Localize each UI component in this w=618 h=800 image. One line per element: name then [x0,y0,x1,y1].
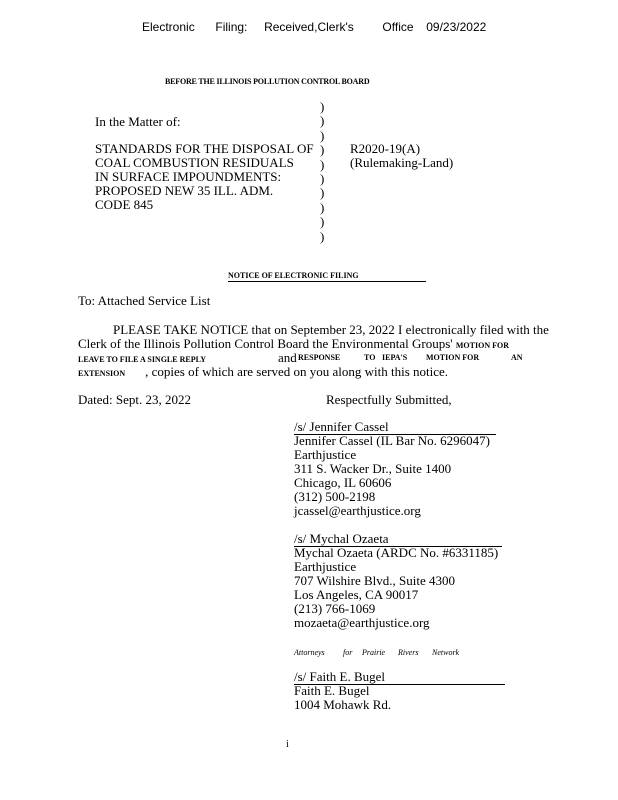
docket-number: R2020-19(A) [350,141,421,156]
caption-parens [320,100,324,244]
signature-rule [294,546,502,547]
paren: ) [320,228,325,244]
stamp-date: 09/23/2022 [426,20,487,34]
signer-line: 1004 Mohawk Rd. [294,697,392,712]
signature-rule [294,434,496,435]
signer-email: mozaeta@earthjustice.org [294,615,430,630]
signature: /s/ Faith E. Bugel [294,669,385,684]
paren: ) [320,142,325,158]
motion-title: RESPONSE [298,353,341,362]
to-line: To: Attached Service List [78,293,211,308]
motion-title: MOTION FOR [455,341,509,350]
paren: ) [320,199,325,215]
signer-line: Faith E. Bugel [294,683,370,698]
page-number: i [286,739,289,750]
notice-title: NOTICE OF ELECTRONIC FILING [228,271,359,280]
paren: ) [320,127,325,143]
dated-line: Dated: Sept. 23, 2022 [78,392,192,407]
motion-title: LEAVE TO FILE A SINGLE REPLY [78,355,206,364]
paren: ) [320,113,325,129]
signer-email: jcassel@earthjustice.org [294,503,421,518]
stamp-word: Electronic [142,20,195,34]
motion-title: IEPA'S [382,353,408,362]
body-text: Clerk of the Illinois Pollution Control Board the [78,336,329,351]
signer-line: Mychal Ozaeta (ARDC No. #6331185) [294,545,499,560]
signer-line: 707 Wilshire Blvd., Suite 4300 [294,573,456,588]
stamp-word: Received,Clerk's [264,20,354,34]
signature: /s/ Mychal Ozaeta [294,531,389,546]
body-text: , copies of which are served on you along with this notice. [145,364,449,379]
filer-name: Environmental Groups' [331,336,453,351]
signer-line: (213) 766-1069 [294,601,376,616]
motion-title: AN [511,353,523,362]
attorneys-word: for [343,648,353,657]
filing-stamp [142,20,486,34]
signer-line: 311 S. Wacker Dr., Suite 1400 [294,461,452,476]
attorneys-word: Prairie [362,648,386,657]
attorneys-for-line [294,646,474,660]
body-text: and [278,350,297,365]
signer-line: Earthjustice [294,559,357,574]
body-line-4 [78,365,448,381]
motion-title: EXTENSION [78,369,126,378]
paren: ) [320,171,325,187]
attorneys-word: Network [432,648,460,657]
stamp-word: Filing: [215,20,248,34]
caption-line: CODE 845 [95,197,154,212]
caption-line: IN SURFACE IMPOUNDMENTS: [95,169,282,184]
signer-line: (312) 500-2198 [294,489,376,504]
docket-type: (Rulemaking-Land) [350,155,454,170]
caption-title [95,142,314,212]
signer-line: Los Angeles, CA 90017 [294,587,419,602]
board-title: BEFORE THE ILLINOIS POLLUTION CONTROL BOARD [165,77,370,86]
attorneys-word: Rivers [398,648,419,657]
respectfully-submitted: Respectfully Submitted, [326,392,452,407]
caption-line: STANDARDS FOR THE DISPOSAL OF [95,141,314,156]
signer-line: Earthjustice [294,447,357,462]
signer-line: Chicago, IL 60606 [294,475,392,490]
paren: ) [320,156,325,172]
caption-line: PROPOSED NEW 35 ILL. ADM. [95,183,274,198]
paren: ) [320,99,325,114]
signature: /s/ Jennifer Cassel [294,419,389,434]
signature-rule [294,684,505,685]
motion-title: MOTION FOR [426,353,480,362]
notice-title-underline [228,281,426,282]
paren: ) [320,185,325,201]
paren: ) [320,214,325,230]
motion-title: TO [364,353,376,362]
attorneys-word: Attorneys [294,648,325,657]
caption-line: COAL COMBUSTION RESIDUALS [95,155,294,170]
signer-line: Jennifer Cassel (IL Bar No. 6296047) [294,433,490,448]
signature-block [294,670,391,712]
stamp-word: Office [382,20,414,34]
in-the-matter: In the Matter of: [95,114,181,129]
body-line-1: PLEASE TAKE NOTICE that on September 23, 2022 I electronically filed with the [113,322,549,337]
